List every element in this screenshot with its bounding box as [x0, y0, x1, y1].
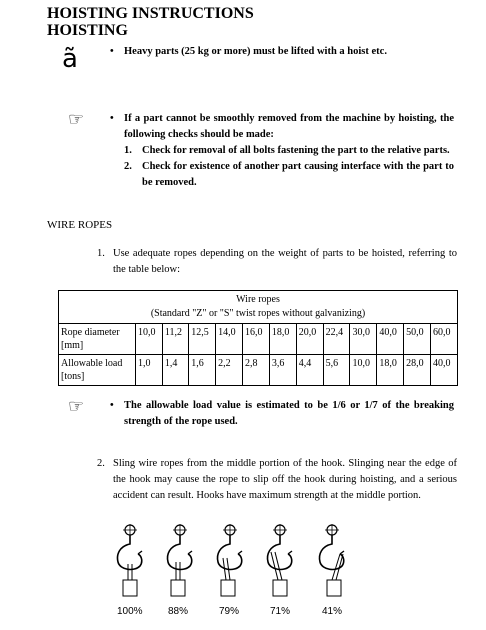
table-row: Allowable load [tons] 1,0 1,4 1,6 2,2 2,8 3,6 4,4 5,6 10,0 18,0 28,0 40,0	[59, 355, 458, 386]
hook-illustrations	[100, 524, 370, 602]
pointing-hand-icon: ☞	[68, 396, 85, 417]
check-item: 1. Check for removal of all bolts fastening the part to the relative parts.	[124, 145, 450, 156]
hoisting-bullet	[110, 44, 460, 60]
hoisting-bullet-text: Heavy parts (25 kg or more) must be lifted with a hoist etc.	[124, 46, 387, 57]
pointing-hand-icon: ☞	[68, 109, 85, 130]
note-removal-checks	[110, 111, 454, 191]
section-title-hoisting: HOISTING	[47, 22, 128, 39]
table-caption: Wire ropes (Standard "Z" or "S" twist ropes without galvanizing)	[59, 291, 458, 324]
row-label-load: Allowable load [tons]	[59, 355, 136, 386]
hook-percentage: 41%	[322, 606, 343, 617]
step-1: 1. Use adequate ropes depending on the weight of parts to be hoisted, referring to the table below:	[97, 248, 457, 275]
hook-icon	[320, 524, 345, 596]
hook-percentage: 88%	[168, 606, 189, 617]
page-title: HOISTING INSTRUCTIONS	[47, 5, 254, 22]
hook-icon	[268, 524, 293, 596]
note-intro: If a part cannot be smoothly removed from the machine by hoisting, the following checks should be made:	[124, 113, 454, 140]
bullet-icon: •	[110, 46, 114, 57]
note-allowable-load: • The allowable load value is estimated to be 1/6 or 1/7 of the breaking strength of the rope used.	[110, 398, 454, 430]
hook-icon	[218, 524, 243, 596]
row-label-diameter: Rope diameter [mm]	[59, 324, 136, 355]
bullet-icon: •	[110, 113, 114, 124]
bullet-icon: •	[110, 400, 114, 411]
caution-symbol: ã	[62, 44, 78, 74]
check-item: 2. Check for existence of another part causing interface with the part to be removed.	[124, 161, 454, 188]
table-row: Rope diameter [mm] 10,0 11,2 12,5 14,0 16,0 18,0 20,0 22,4 30,0 40,0 50,0 60,0	[59, 324, 458, 355]
hook-icon	[118, 524, 143, 596]
hook-percentage: 100%	[117, 606, 143, 617]
step-2: 2. Sling wire ropes from the middle portion of the hook. Slinging near the edge of the hook may cause the rope to slip off the hook during hoisting, and a serious accident can result. Hooks have maximum strength at the middle portion.	[97, 458, 457, 501]
hook-icon	[168, 524, 193, 596]
rope-load-table	[58, 290, 458, 386]
wire-ropes-heading: WIRE ROPES	[47, 219, 113, 231]
hook-percentage: 71%	[270, 606, 291, 617]
hook-percentage: 79%	[219, 606, 240, 617]
